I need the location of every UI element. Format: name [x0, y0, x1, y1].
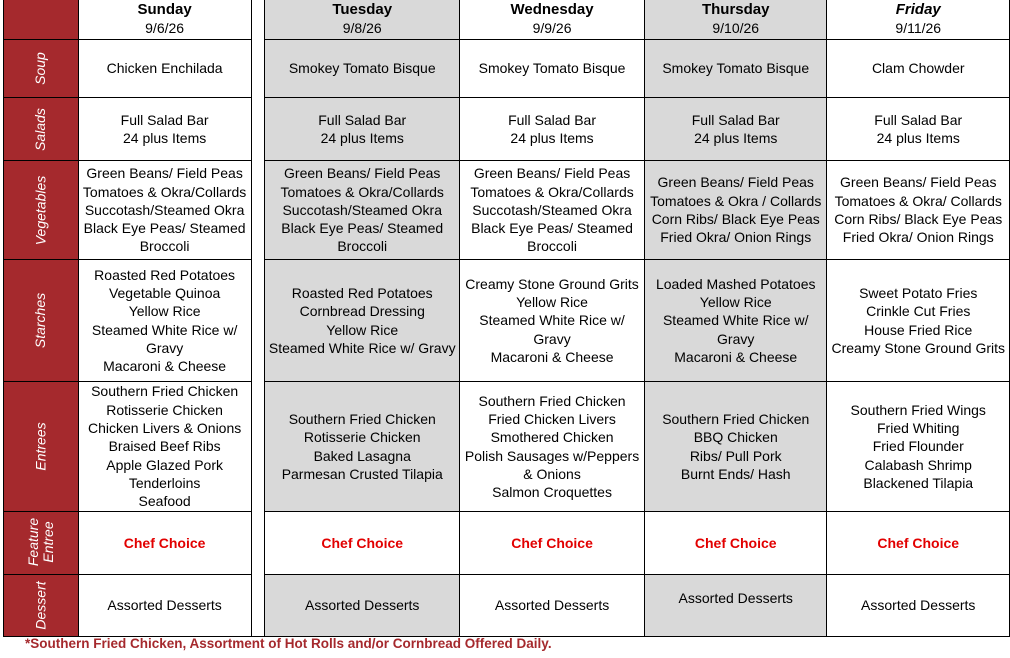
footnote: *Southern Fried Chicken, Assortment of Hot Rolls and/or Cornbread Offered Daily. [25, 636, 552, 651]
category-label-starches [4, 260, 79, 382]
menu-item: Blackened Tilapia [863, 474, 974, 491]
menu-item: Black Eye Peas/ Steamed [471, 220, 633, 237]
category-text: Starches [32, 293, 49, 349]
menu-item: Corn Ribs/ Black Eye Peas [834, 211, 1003, 227]
day-header-sunday [78, 0, 251, 40]
menu-item: Southern Fried Chicken [91, 383, 239, 400]
menu-item: Full Salad Bar [318, 111, 407, 128]
menu-item: Smokey Tomato Bisque [478, 60, 626, 77]
menu-item: Cornbread Dressing [299, 303, 425, 320]
menu-item: Black Eye Peas/ Steamed [83, 220, 246, 237]
menu-item: Succotash/Steamed Okra [84, 201, 245, 218]
menu-cell [265, 98, 460, 161]
menu-row-salads [4, 98, 1010, 161]
category-label-soup [4, 40, 79, 98]
menu-cell [460, 161, 645, 260]
day-header-wednesday [460, 0, 645, 40]
menu-cell [827, 382, 1010, 512]
menu-cell [78, 575, 251, 637]
menu-cell [460, 512, 645, 575]
menu-cell [460, 98, 645, 161]
menu-item: Green Beans/ Field Peas [840, 174, 997, 191]
category-label-salads [4, 98, 79, 161]
menu-item: Broccoli [337, 238, 388, 255]
menu-item: 24 plus Items [510, 130, 594, 146]
menu-item: Creamy Stone Ground Grits [465, 275, 639, 292]
menu-item: Assorted Desserts [494, 597, 610, 614]
category-label-entrees [4, 382, 79, 512]
menu-item: Macaroni & Cheese [674, 348, 798, 365]
menu-row-starches [4, 260, 1010, 382]
day-header-thursday [644, 0, 827, 40]
menu-item: Fried Whiting [877, 420, 960, 437]
menu-item: Tomatoes & Okra / Collards [650, 192, 822, 209]
menu-item: Yellow Rice [128, 303, 201, 320]
menu-cell [265, 40, 460, 98]
menu-cell [827, 512, 1010, 575]
menu-cell [460, 260, 645, 382]
menu-cell [827, 161, 1010, 260]
menu-item: Black Eye Peas/ Steamed [281, 220, 444, 237]
menu-item: Creamy Stone Ground Grits [831, 339, 1005, 356]
menu-item: Yellow Rice [516, 294, 588, 311]
menu-item: Fried Flounder [872, 438, 964, 455]
menu-item: Broccoli [139, 238, 190, 255]
day-name: Friday [895, 0, 941, 18]
menu-item: Sweet Potato Fries [859, 284, 978, 301]
menu-item: 24 plus Items [320, 130, 404, 146]
menu-item: Loaded Mashed Potatoes [655, 275, 816, 292]
menu-item: Succotash/Steamed Okra [472, 201, 632, 218]
menu-item: Roasted Red Potatoes [291, 284, 433, 301]
category-text-line: Entree [39, 521, 56, 563]
menu-item: Green Beans/ Field Peas [657, 174, 814, 191]
chef-choice-text: Chef Choice [123, 534, 206, 551]
day-name: Tuesday [332, 0, 393, 18]
menu-item: Steamed White Rice w/ Gravy [268, 339, 456, 356]
menu-cell [644, 575, 827, 637]
menu-cell [78, 382, 251, 512]
day-date: 9/6/26 [145, 19, 185, 36]
menu-cell [644, 98, 827, 161]
menu-item: House Fried Rice [864, 321, 973, 338]
chef-choice-text: Chef Choice [694, 534, 777, 551]
menu-item: Parmesan Crusted Tilapia [281, 465, 443, 482]
category-label-feature-entree [4, 512, 79, 575]
menu-item: Steamed White Rice w/ [662, 312, 809, 329]
day-date: 9/9/26 [532, 19, 572, 36]
menu-item: Smothered Chicken [490, 429, 614, 446]
menu-item: Rotisserie Chicken [303, 429, 421, 446]
menu-item: Clam Chowder [871, 60, 965, 77]
menu-item: Rotisserie Chicken [106, 401, 223, 418]
menu-item: Tenderloins [128, 474, 201, 491]
menu-item: Gravy [145, 339, 184, 356]
menu-cell [827, 98, 1010, 161]
menu-item: Green Beans/ Field Peas [284, 165, 441, 182]
menu-cell [265, 512, 460, 575]
menu-cell [265, 161, 460, 260]
menu-cell [644, 161, 827, 260]
menu-item: Yellow Rice [699, 294, 772, 311]
menu-item: BBQ Chicken [693, 429, 778, 446]
column-spacer [251, 0, 265, 637]
menu-item: Gravy [717, 330, 755, 347]
menu-item: Southern Fried Chicken [288, 410, 436, 427]
menu-cell [460, 382, 645, 512]
category-text: Vegetables [32, 175, 49, 246]
menu-item: Tomatoes & Okra/ Collards [834, 192, 1002, 209]
chef-choice-text: Chef Choice [321, 534, 404, 551]
menu-item: Burnt Ends/ Hash [680, 465, 791, 482]
menu-item: Yellow Rice [326, 321, 399, 338]
menu-item: Crinkle Cut Fries [866, 303, 971, 320]
menu-item: 24 plus Items [694, 130, 778, 146]
menu-cell [644, 260, 827, 382]
menu-item: Full Salad Bar [691, 111, 780, 128]
menu-item: Assorted Desserts [107, 597, 222, 614]
weekly-menu-table [3, 0, 1010, 637]
menu-cell [644, 40, 827, 98]
menu-item: Full Salad Bar [120, 111, 209, 128]
category-text [26, 518, 56, 566]
menu-item: Chicken Livers & Onions [87, 420, 242, 437]
menu-cell [265, 575, 460, 637]
header-row [4, 0, 1010, 40]
menu-row-vegetables [4, 161, 1010, 260]
menu-item: Southern Fried Wings [850, 401, 986, 418]
menu-cell [827, 260, 1010, 382]
day-name: Sunday [137, 0, 192, 18]
menu-item: Tomatoes & Okra/Collards [280, 183, 444, 200]
category-text-line: Feature [24, 518, 41, 567]
menu-item: Full Salad Bar [508, 111, 597, 128]
category-text: Salads [32, 107, 49, 151]
menu-cell [460, 575, 645, 637]
day-name: Thursday [701, 0, 770, 18]
menu-item: Polish Sausages w/Peppers [464, 447, 640, 464]
menu-cell [265, 260, 460, 382]
menu-item: Ribs/ Pull Pork [689, 447, 782, 464]
chef-choice-text: Chef Choice [511, 534, 593, 551]
menu-cell [78, 161, 251, 260]
menu-item: Smokey Tomato Bisque [662, 60, 810, 77]
category-text: Soup [32, 52, 49, 86]
menu-item: 24 plus Items [122, 130, 207, 146]
header-corner [4, 0, 79, 40]
menu-row-feature [4, 512, 1010, 575]
menu-item: Tomatoes & Okra/Collards [82, 183, 247, 200]
menu-item: Assorted Desserts [678, 590, 793, 606]
menu-cell [78, 260, 251, 382]
menu-item: Chicken Enchilada [106, 60, 223, 77]
menu-item: Southern Fried Chicken [662, 410, 810, 427]
day-date: 9/8/26 [342, 19, 382, 36]
menu-item: Steamed White Rice w/ [91, 321, 238, 338]
menu-row-entrees [4, 382, 1010, 512]
menu-cell [644, 382, 827, 512]
menu-item: Green Beans/ Field Peas [86, 165, 243, 182]
day-header-tuesday [265, 0, 460, 40]
menu-cell [827, 575, 1010, 637]
menu-item: Baked Lasagna [313, 447, 411, 464]
menu-item: Fried Okra/ Onion Rings [660, 229, 812, 246]
menu-item: Macaroni & Cheese [490, 348, 614, 365]
menu-cell [78, 98, 251, 161]
menu-item: Fried Chicken Livers [488, 410, 616, 427]
menu-cell [78, 512, 251, 575]
menu-item: Apple Glazed Pork [106, 456, 223, 473]
menu-item: Gravy [533, 330, 571, 347]
menu-item: & Onions [523, 465, 581, 482]
menu-item: Roasted Red Potatoes [94, 266, 236, 283]
category-text: Dessert [32, 581, 49, 630]
category-text: Entrees [32, 422, 49, 471]
menu-cell [460, 40, 645, 98]
menu-item: Macaroni & Cheese [103, 358, 227, 375]
menu-item: Vegetable Quinoa [108, 284, 221, 301]
category-label-vegetables [4, 161, 79, 260]
day-header-friday [827, 0, 1010, 40]
menu-item: Full Salad Bar [874, 111, 963, 128]
menu-item: Southern Fried Chicken [478, 392, 626, 409]
menu-item: Assorted Desserts [861, 597, 976, 614]
menu-item: Fried Okra/ Onion Rings [842, 229, 994, 246]
menu-item: Salmon Croquettes [492, 484, 612, 501]
menu-item: Broccoli [527, 238, 577, 255]
menu-cell [644, 512, 827, 575]
menu-item: Green Beans/ Field Peas [473, 165, 631, 182]
menu-row-dessert [4, 575, 1010, 637]
menu-cell [265, 382, 460, 512]
menu-item: Succotash/Steamed Okra [282, 201, 442, 218]
day-name: Wednesday [510, 0, 594, 18]
menu-row-soup [4, 40, 1010, 98]
menu-item: Corn Ribs/ Black Eye Peas [651, 211, 820, 227]
menu-item: Steamed White Rice w/ [479, 312, 625, 329]
menu-item: Assorted Desserts [305, 597, 420, 614]
day-date: 9/11/26 [895, 19, 942, 36]
chef-choice-text: Chef Choice [877, 534, 960, 551]
menu-cell [78, 40, 251, 98]
menu-item: 24 plus Items [876, 130, 960, 146]
menu-item: Calabash Shrimp [864, 456, 972, 473]
menu-item: Seafood [138, 493, 191, 510]
menu-item: Tomatoes & Okra/Collards [470, 183, 634, 200]
menu-item: Smokey Tomato Bisque [288, 60, 436, 77]
menu-cell [827, 40, 1010, 98]
category-label-dessert [4, 575, 79, 637]
menu-item: Braised Beef Ribs [108, 438, 221, 455]
day-date: 9/10/26 [712, 19, 760, 36]
